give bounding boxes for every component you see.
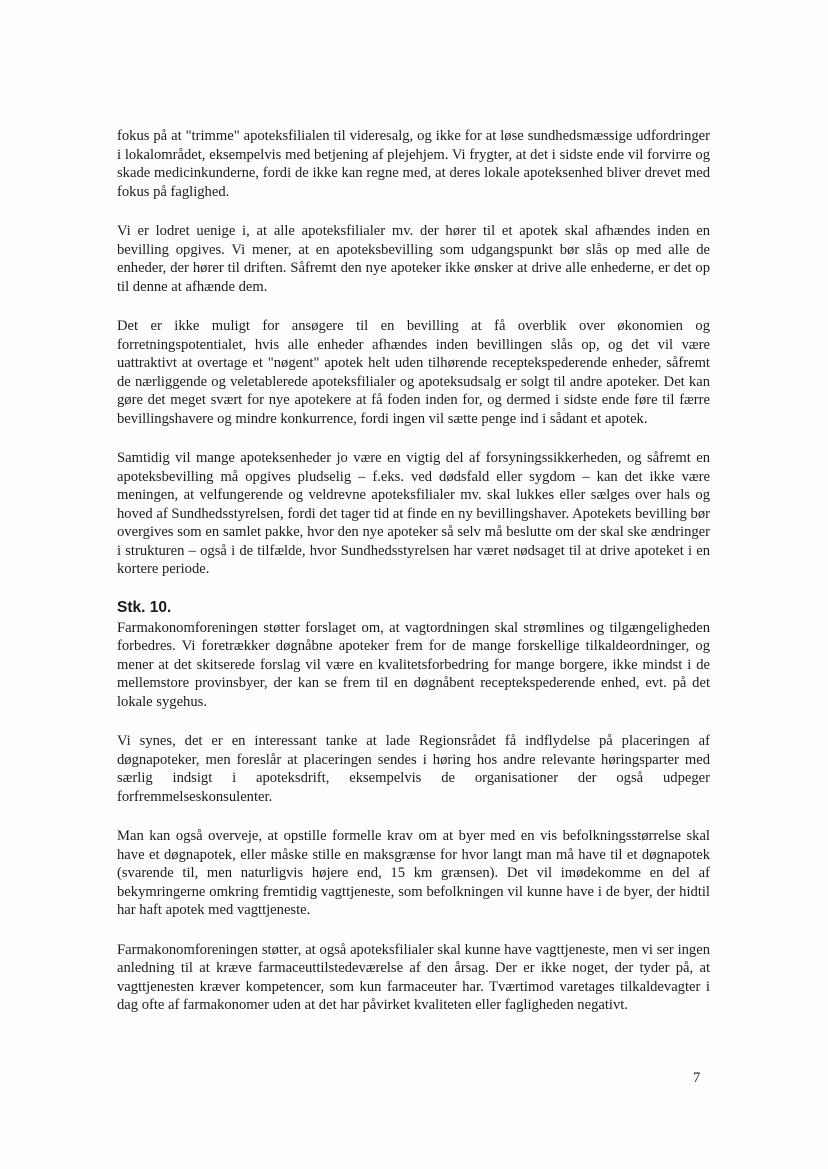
page-number: 7: [693, 1070, 701, 1086]
paragraph-6: Vi synes, det er en interessant tanke at lade Regionsrådet få indflydelse på placeringen af døgnapoteker, men foreslår at placeringen sendes i høring hos andre relevante høringsparter med særlig indsigt i apoteksdrift, eksempelvis de organisationer der også udpeger forfremmelseskonsulenter.: [117, 733, 710, 805]
paragraph-8: Farmakonomforeningen støtter, at også apoteksfilialer skal kunne have vagttjeneste, men vi ser ingen anledning til at kræve farmaceuttilstedeværelse af den årsag. Der er ikke noget, der tyder på, at vagttjenesten kræver kompetencer, som kun farmaceuter har. Tværtimod varetages tilkaldevagter i dag ofte af farmakonomer uden at det har påvirket kvaliteten eller fagligheden negativt.: [117, 941, 710, 1013]
page-body: [117, 127, 710, 1015]
paragraph-1: fokus på at "trimme" apoteksfilialen til videresalg, og ikke for at løse sundhedsmæssige udfordringer i lokalområdet, eksempelvis med betjening af plejehjem. Vi frygter, at det i sidste ende vil forvirre og skade medicinkunderne, fordi de ikke kan regne med, at deres lokale apoteksenhed bliver drevet med fokus på faglighed.: [117, 128, 710, 200]
paragraph-3: Det er ikke muligt for ansøgere til en bevilling at få overblik over økonomien og forretningspotentialet, hvis alle enheder afhændes inden bevillingen slås op, og det vil være uattraktivt at overtage et "nøgent" apotek helt uden tilhørende receptekspederende enheder, såfremt de nærliggende og veletablerede apoteksfilialer og apoteksudsalg er solgt til andre apoteker. Det kan gøre det meget svært for nye apotekere at få foden inden for, og dermed i sidste ende føre til færre bevillingshavere og mindre konkurrence, fordi ingen vil sætte penge ind i sådant et apotek.: [117, 318, 710, 427]
paragraph-7: Man kan også overveje, at opstille formelle krav om at byer med en vis befolkningsstørrelse skal have et døgnapotek, eller måske stille en maksgrænse for hvor langt man må have til et døgnapotek (svarende til, men naturligvis højere end, 15 km grænsen). Det vil imødekomme en del af bekymringerne omkring fremtidig vagttjeneste, som befolkningen vil kunne have i de byer, der hidtil har haft apotek med vagttjeneste.: [117, 828, 710, 918]
paragraph-2: Vi er lodret uenige i, at alle apoteksfilialer mv. der hører til et apotek skal afhændes inden en bevilling opgives. Vi mener, at en apoteksbevilling som udgangspunkt bør slås op med alle de enheder, der hører til driften. Såfremt den nye apoteker ikke ønsker at drive alle enhederne, er det op til denne at afhænde dem.: [117, 223, 710, 295]
paragraph-4: Samtidig vil mange apoteksenheder jo være en vigtig del af forsyningssikkerheden, og såfremt en apoteksbevilling må opgives pludselig – f.eks. ved dødsfald eller sygdom – kan det ikke være meningen, at velfungerende og veldrevne apoteksfilialer mv. skal lukkes eller sælges over hals og hoved af Sundhedsstyrelsen, fordi det tager tid at finde en ny bevillingshaver. Apotekets bevilling bør overgives som en samlet pakke, hvor den nye apoteker så selv må beslutte om der skal ske ændringer i strukturen – også i de tilfælde, hvor Sundhedsstyrelsen har været nødsaget til at drive apoteket i en kortere periode.: [117, 450, 710, 577]
paragraph-5: Farmakonomforeningen støtter forslaget om, at vagtordningen skal strømlines og tilgængeligheden forbedres. Vi foretrækker døgnåbne apoteker frem for de mange forskellige tilkaldeordninger, og mener at det skitserede forslag vil være en kvalitetsforbedring for mange borgere, ikke mindst i de mellemstore provinsbyer, der kan se frem til en døgnåbent receptekspederende enhed, evt. på det lokale sygehus.: [117, 619, 710, 710]
section-heading: Stk. 10.: [117, 598, 172, 616]
